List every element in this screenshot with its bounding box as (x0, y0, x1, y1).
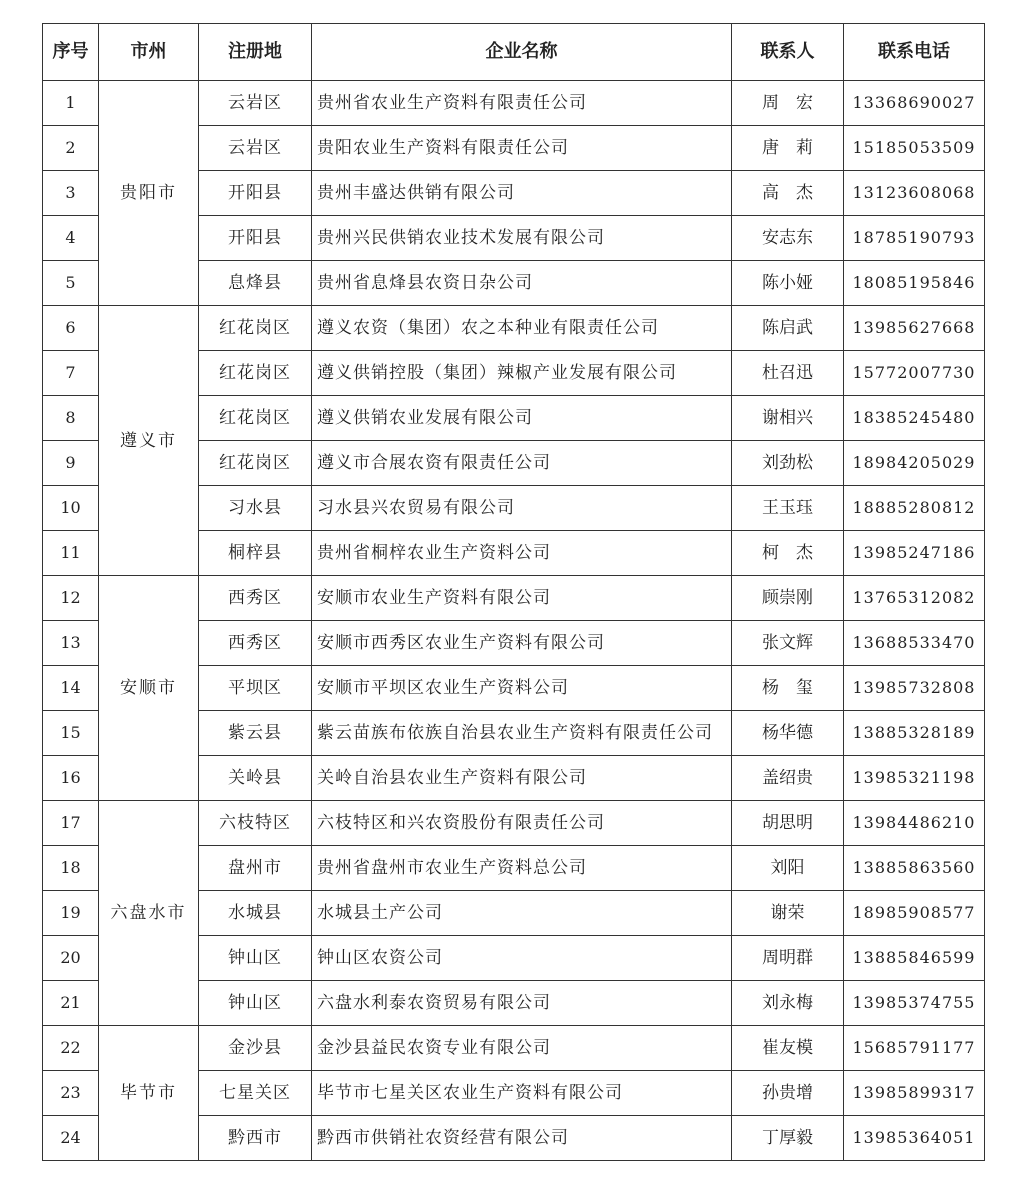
registered-place-cell: 红花岗区 (199, 441, 312, 486)
header-phone: 联系电话 (844, 24, 985, 81)
contact-person-cell: 杨 玺 (732, 666, 844, 711)
company-name-cell: 关岭自治县农业生产资料有限公司 (312, 756, 732, 801)
phone-cell: 18885280812 (844, 486, 985, 531)
serial-cell: 13 (43, 621, 99, 666)
company-name-cell: 钟山区农资公司 (312, 936, 732, 981)
contact-person-cell: 张文辉 (732, 621, 844, 666)
phone-cell: 18985908577 (844, 891, 985, 936)
registered-place-cell: 关岭县 (199, 756, 312, 801)
phone-cell: 13984486210 (844, 801, 985, 846)
registered-place-cell: 桐梓县 (199, 531, 312, 576)
table-row (43, 1026, 985, 1071)
phone-cell: 18385245480 (844, 396, 985, 441)
serial-cell: 3 (43, 171, 99, 216)
registered-place-cell: 云岩区 (199, 126, 312, 171)
company-name-cell: 贵州省农业生产资料有限责任公司 (312, 81, 732, 126)
header-company-name: 企业名称 (312, 24, 732, 81)
contact-person-cell: 丁厚毅 (732, 1116, 844, 1161)
registered-place-cell: 金沙县 (199, 1026, 312, 1071)
phone-cell: 15685791177 (844, 1026, 985, 1071)
phone-cell: 13985364051 (844, 1116, 985, 1161)
phone-cell: 13985247186 (844, 531, 985, 576)
table-row (43, 306, 985, 351)
serial-cell: 12 (43, 576, 99, 621)
city-cell: 六盘水市 (99, 801, 199, 1026)
table-row (43, 81, 985, 126)
phone-cell: 13985627668 (844, 306, 985, 351)
phone-cell: 13765312082 (844, 576, 985, 621)
contact-person-cell: 顾崇刚 (732, 576, 844, 621)
city-cell: 遵义市 (99, 306, 199, 576)
registered-place-cell: 水城县 (199, 891, 312, 936)
serial-cell: 23 (43, 1071, 99, 1116)
company-name-cell: 黔西市供销社农资经营有限公司 (312, 1116, 732, 1161)
header-row (43, 24, 985, 81)
company-name-cell: 六盘水利泰农资贸易有限公司 (312, 981, 732, 1026)
phone-cell: 13885863560 (844, 846, 985, 891)
company-name-cell: 六枝特区和兴农资股份有限责任公司 (312, 801, 732, 846)
registered-place-cell: 开阳县 (199, 216, 312, 261)
serial-cell: 19 (43, 891, 99, 936)
company-name-cell: 金沙县益民农资专业有限公司 (312, 1026, 732, 1071)
contact-person-cell: 安志东 (732, 216, 844, 261)
contact-person-cell: 杨华德 (732, 711, 844, 756)
registered-place-cell: 习水县 (199, 486, 312, 531)
contact-person-cell: 谢荣 (732, 891, 844, 936)
company-name-cell: 贵州兴民供销农业技术发展有限公司 (312, 216, 732, 261)
serial-cell: 10 (43, 486, 99, 531)
serial-cell: 20 (43, 936, 99, 981)
contact-person-cell: 唐 莉 (732, 126, 844, 171)
phone-cell: 15185053509 (844, 126, 985, 171)
city-cell: 安顺市 (99, 576, 199, 801)
contact-person-cell: 刘永梅 (732, 981, 844, 1026)
city-cell: 毕节市 (99, 1026, 199, 1161)
phone-cell: 13985374755 (844, 981, 985, 1026)
registered-place-cell: 云岩区 (199, 81, 312, 126)
company-name-cell: 贵州丰盛达供销有限公司 (312, 171, 732, 216)
phone-cell: 13688533470 (844, 621, 985, 666)
contact-person-cell: 陈小娅 (732, 261, 844, 306)
contact-person-cell: 周明群 (732, 936, 844, 981)
company-name-cell: 遵义供销农业发展有限公司 (312, 396, 732, 441)
company-name-cell: 贵州省桐梓农业生产资料公司 (312, 531, 732, 576)
contact-person-cell: 刘劲松 (732, 441, 844, 486)
serial-cell: 6 (43, 306, 99, 351)
company-name-cell: 安顺市西秀区农业生产资料有限公司 (312, 621, 732, 666)
contact-person-cell: 杜召迅 (732, 351, 844, 396)
phone-cell: 13368690027 (844, 81, 985, 126)
table-row (43, 576, 985, 621)
company-name-cell: 遵义农资（集团）农之本种业有限责任公司 (312, 306, 732, 351)
registered-place-cell: 钟山区 (199, 936, 312, 981)
city-cell: 贵阳市 (99, 81, 199, 306)
company-name-cell: 安顺市平坝区农业生产资料公司 (312, 666, 732, 711)
company-name-cell: 贵州省息烽县农资日杂公司 (312, 261, 732, 306)
registered-place-cell: 紫云县 (199, 711, 312, 756)
phone-cell: 15772007730 (844, 351, 985, 396)
company-name-cell: 贵阳农业生产资料有限责任公司 (312, 126, 732, 171)
company-name-cell: 遵义供销控股（集团）辣椒产业发展有限公司 (312, 351, 732, 396)
contact-person-cell: 崔友模 (732, 1026, 844, 1071)
company-name-cell: 紫云苗族布依族自治县农业生产资料有限责任公司 (312, 711, 732, 756)
phone-cell: 18785190793 (844, 216, 985, 261)
table-row (43, 801, 985, 846)
serial-cell: 9 (43, 441, 99, 486)
registered-place-cell: 盘州市 (199, 846, 312, 891)
company-name-cell: 毕节市七星关区农业生产资料有限公司 (312, 1071, 732, 1116)
phone-cell: 13885846599 (844, 936, 985, 981)
serial-cell: 14 (43, 666, 99, 711)
serial-cell: 2 (43, 126, 99, 171)
header-contact-person: 联系人 (732, 24, 844, 81)
company-name-cell: 水城县土产公司 (312, 891, 732, 936)
serial-cell: 22 (43, 1026, 99, 1071)
contact-person-cell: 陈启武 (732, 306, 844, 351)
registered-place-cell: 息烽县 (199, 261, 312, 306)
company-contact-table (42, 23, 985, 1161)
contact-person-cell: 盖绍贵 (732, 756, 844, 801)
contact-person-cell: 周 宏 (732, 81, 844, 126)
serial-cell: 16 (43, 756, 99, 801)
registered-place-cell: 红花岗区 (199, 306, 312, 351)
serial-cell: 1 (43, 81, 99, 126)
phone-cell: 18984205029 (844, 441, 985, 486)
contact-person-cell: 刘阳 (732, 846, 844, 891)
serial-cell: 18 (43, 846, 99, 891)
contact-person-cell: 胡思明 (732, 801, 844, 846)
table-body (43, 81, 985, 1161)
serial-cell: 4 (43, 216, 99, 261)
serial-cell: 15 (43, 711, 99, 756)
registered-place-cell: 钟山区 (199, 981, 312, 1026)
registered-place-cell: 开阳县 (199, 171, 312, 216)
serial-cell: 5 (43, 261, 99, 306)
serial-cell: 24 (43, 1116, 99, 1161)
registered-place-cell: 红花岗区 (199, 396, 312, 441)
contact-person-cell: 孙贵增 (732, 1071, 844, 1116)
phone-cell: 18085195846 (844, 261, 985, 306)
registered-place-cell: 黔西市 (199, 1116, 312, 1161)
phone-cell: 13985321198 (844, 756, 985, 801)
phone-cell: 13985899317 (844, 1071, 985, 1116)
serial-cell: 21 (43, 981, 99, 1026)
contact-person-cell: 柯 杰 (732, 531, 844, 576)
registered-place-cell: 红花岗区 (199, 351, 312, 396)
company-name-cell: 安顺市农业生产资料有限公司 (312, 576, 732, 621)
contact-person-cell: 谢相兴 (732, 396, 844, 441)
phone-cell: 13985732808 (844, 666, 985, 711)
serial-cell: 17 (43, 801, 99, 846)
contact-person-cell: 王玉珏 (732, 486, 844, 531)
registered-place-cell: 西秀区 (199, 576, 312, 621)
registered-place-cell: 六枝特区 (199, 801, 312, 846)
company-name-cell: 习水县兴农贸易有限公司 (312, 486, 732, 531)
registered-place-cell: 七星关区 (199, 1071, 312, 1116)
header-city: 市州 (99, 24, 199, 81)
header-registered-place: 注册地 (199, 24, 312, 81)
registered-place-cell: 平坝区 (199, 666, 312, 711)
phone-cell: 13123608068 (844, 171, 985, 216)
contact-person-cell: 高 杰 (732, 171, 844, 216)
serial-cell: 7 (43, 351, 99, 396)
company-name-cell: 贵州省盘州市农业生产资料总公司 (312, 846, 732, 891)
serial-cell: 11 (43, 531, 99, 576)
phone-cell: 13885328189 (844, 711, 985, 756)
registered-place-cell: 西秀区 (199, 621, 312, 666)
header-serial: 序号 (43, 24, 99, 81)
serial-cell: 8 (43, 396, 99, 441)
company-name-cell: 遵义市合展农资有限责任公司 (312, 441, 732, 486)
